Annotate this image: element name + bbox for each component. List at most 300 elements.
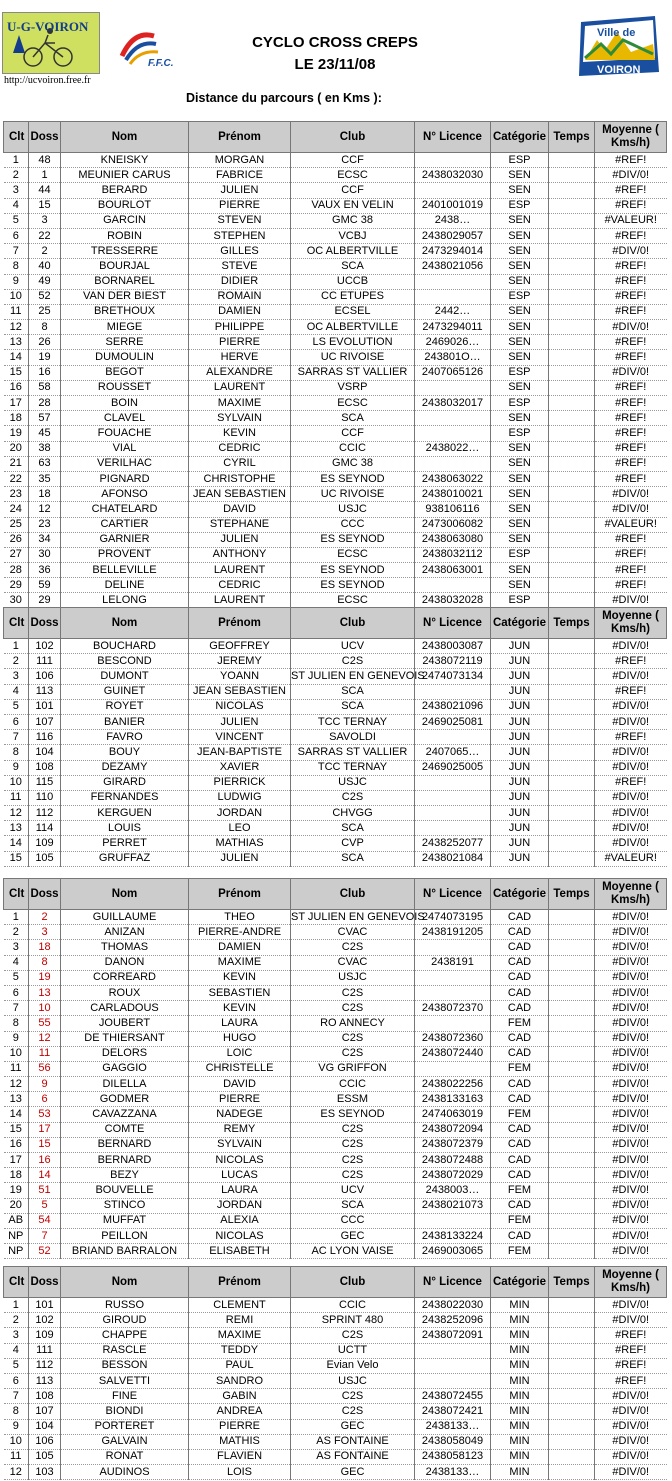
nom-cell: GODMER [61,1092,189,1107]
temps-cell [549,1153,595,1168]
prenom-cell: HERVE [189,350,291,365]
doss-cell: 17 [29,1122,61,1137]
prenom-cell: CEDRIC [189,578,291,593]
column-header-doss: Doss [29,1267,61,1298]
table-row [4,289,667,304]
moyenne-cell: #DIV/0! [595,1298,667,1313]
temps-cell [549,198,595,213]
prenom-cell: LEO [189,821,291,836]
categorie-cell: MIN [491,1328,549,1343]
licence-cell: 2438021096 [415,699,491,714]
nom-cell: MUFFAT [61,1213,189,1228]
club-cell: C2S [291,940,415,955]
prenom-cell: JULIEN [189,532,291,547]
prenom-cell: JULIEN [189,851,291,866]
club-cell: C2S [291,654,415,669]
column-header-prenom: Prénom [189,1267,291,1298]
temps-cell [549,1419,595,1434]
doss-cell: 18 [29,487,61,502]
prenom-cell: GEOFFREY [189,639,291,654]
categorie-cell: ESP [491,396,549,411]
club-cell: VAUX EN VELIN [291,198,415,213]
temps-cell [549,335,595,350]
prenom-cell: NADEGE [189,1107,291,1122]
doss-cell: 59 [29,578,61,593]
moyenne-cell: #DIV/0! [595,1031,667,1046]
table-row [4,745,667,760]
moyenne-cell: #DIV/0! [595,955,667,970]
column-header-temps: Temps [549,1267,595,1298]
licence-cell: 2438133163 [415,1092,491,1107]
temps-cell [549,1198,595,1213]
doss-cell: 2 [29,910,61,925]
club-cell: TCC TERNAY [291,714,415,729]
clt-cell: 20 [4,1198,29,1213]
temps-cell [549,1373,595,1388]
table-row [4,517,667,532]
clt-cell: 13 [4,335,29,350]
results-table [3,1266,667,1480]
nom-cell: JOUBERT [61,1016,189,1031]
categorie-cell: SEN [491,320,549,335]
clt-cell: 7 [4,1389,29,1404]
doss-cell: 107 [29,1404,61,1419]
table-row [4,1228,667,1243]
temps-cell [549,441,595,456]
doss-cell: 18 [29,940,61,955]
column-header-moyenne: Moyenne ( Kms/h) [595,608,667,639]
categorie-cell: JUN [491,790,549,805]
categorie-cell: SEN [491,487,549,502]
clt-cell: NP [4,1244,29,1259]
prenom-cell: HUGO [189,1031,291,1046]
prenom-cell: XAVIER [189,760,291,775]
table-row [4,1198,667,1213]
results-table-esp-sen [3,121,666,607]
moyenne-cell: #DIV/0! [595,1061,667,1076]
categorie-cell: ESP [491,547,549,562]
column-header-licence: N° Licence [415,608,491,639]
table-row [4,547,667,562]
table-header-row [4,879,667,910]
nom-cell: KERGUEN [61,806,189,821]
club-cell: USJC [291,1373,415,1388]
club-cell: Evian Velo [291,1358,415,1373]
nom-cell: DELORS [61,1046,189,1061]
moyenne-cell: #REF! [595,684,667,699]
table-row [4,396,667,411]
club-cell: OC ALBERTVILLE [291,244,415,259]
table-row [4,699,667,714]
prenom-cell: DIDIER [189,274,291,289]
categorie-cell: CAD [491,1168,549,1183]
club-cell: USJC [291,970,415,985]
table-row [4,790,667,805]
nom-cell: ANIZAN [61,925,189,940]
doss-cell: 14 [29,1168,61,1183]
column-header-nom: Nom [61,1267,189,1298]
categorie-cell: ESP [491,426,549,441]
categorie-cell: SEN [491,350,549,365]
table-row [4,806,667,821]
nom-cell: AUDINOS [61,1465,189,1480]
nom-cell: BEZY [61,1168,189,1183]
categorie-cell: MIN [491,1298,549,1313]
licence-cell [415,274,491,289]
doss-cell: 49 [29,274,61,289]
clt-cell: 13 [4,821,29,836]
table-row [4,1168,667,1183]
prenom-cell: LOIC [189,1046,291,1061]
temps-cell [549,1061,595,1076]
temps-cell [549,1343,595,1358]
nom-cell: LOUIS [61,821,189,836]
doss-cell: 101 [29,699,61,714]
club-cell: CCIC [291,1077,415,1092]
doss-cell: 29 [29,593,61,608]
column-header-clt: Clt [4,122,29,153]
moyenne-cell: #DIV/0! [595,1122,667,1137]
licence-cell [415,183,491,198]
doss-cell: 113 [29,684,61,699]
nom-cell: THOMAS [61,940,189,955]
clt-cell: 25 [4,517,29,532]
clt-cell: 24 [4,502,29,517]
moyenne-cell: #DIV/0! [595,1198,667,1213]
licence-cell [415,426,491,441]
doss-cell: 102 [29,1313,61,1328]
temps-cell [549,955,595,970]
nom-cell: FAVRO [61,730,189,745]
nom-cell: PROVENT [61,547,189,562]
moyenne-cell: #REF! [595,471,667,486]
prenom-cell: NICOLAS [189,1153,291,1168]
licence-cell [415,380,491,395]
moyenne-cell: #REF! [595,775,667,790]
table-row [4,940,667,955]
moyenne-cell: #DIV/0! [595,836,667,851]
prenom-cell: LAURA [189,1183,291,1198]
licence-cell [415,456,491,471]
temps-cell [549,1001,595,1016]
licence-cell: 2438022… [415,441,491,456]
licence-cell: 2438072455 [415,1389,491,1404]
table-row [4,335,667,350]
categorie-cell: CAD [491,1077,549,1092]
prenom-cell: FABRICE [189,168,291,183]
temps-cell [549,213,595,228]
nom-cell: BERNARD [61,1153,189,1168]
club-cell: C2S [291,1122,415,1137]
temps-cell [549,970,595,985]
clt-cell: 12 [4,320,29,335]
table-row [4,1061,667,1076]
temps-cell [549,806,595,821]
column-header-doss: Doss [29,608,61,639]
temps-cell [549,1046,595,1061]
prenom-cell: PIERRICK [189,775,291,790]
results-table-cad-fem [3,878,666,1257]
nom-cell: BESCOND [61,654,189,669]
clt-cell: 16 [4,380,29,395]
moyenne-cell: #DIV/0! [595,320,667,335]
table-row [4,970,667,985]
club-cell: C2S [291,985,415,1000]
prenom-cell: PIERRE-ANDRE [189,925,291,940]
moyenne-cell: #DIV/0! [595,1168,667,1183]
clt-cell: 29 [4,578,29,593]
nom-cell: BORNAREL [61,274,189,289]
doss-cell: 107 [29,714,61,729]
clt-cell: 4 [4,684,29,699]
nom-cell: DANON [61,955,189,970]
temps-cell [549,320,595,335]
doss-cell: 105 [29,851,61,866]
temps-cell [549,836,595,851]
licence-cell [415,1213,491,1228]
licence-cell [415,289,491,304]
table-header-row [4,1267,667,1298]
moyenne-cell: #DIV/0! [595,593,667,608]
table-row [4,1183,667,1198]
doss-cell: 103 [29,1465,61,1480]
doss-cell: 7 [29,1228,61,1243]
nom-cell: RUSSO [61,1298,189,1313]
moyenne-cell: #DIV/0! [595,244,667,259]
nom-cell: ROBIN [61,228,189,243]
doss-cell: 9 [29,1077,61,1092]
temps-cell [549,1183,595,1198]
licence-cell: 2438032030 [415,168,491,183]
clt-cell: 9 [4,760,29,775]
doss-cell: 114 [29,821,61,836]
doss-cell: 113 [29,1373,61,1388]
licence-cell [415,1373,491,1388]
temps-cell [549,1434,595,1449]
doss-cell: 51 [29,1183,61,1198]
nom-cell: BOURJAL [61,259,189,274]
clt-cell: 5 [4,1358,29,1373]
table-row [4,1137,667,1152]
club-cell: C2S [291,1153,415,1168]
clt-cell: 6 [4,714,29,729]
licence-cell: 2438003… [415,1183,491,1198]
club-cell: ST JULIEN EN GENEVOIS [291,669,415,684]
moyenne-cell: #DIV/0! [595,985,667,1000]
table-row [4,1298,667,1313]
clt-cell: 8 [4,259,29,274]
table-row [4,654,667,669]
moyenne-cell: #DIV/0! [595,639,667,654]
moyenne-cell: #REF! [595,1373,667,1388]
table-row [4,1031,667,1046]
club-cell: ES SEYNOD [291,471,415,486]
club-cell: CCIC [291,441,415,456]
clt-cell: 10 [4,775,29,790]
categorie-cell: CAD [491,940,549,955]
club-cell: GEC [291,1465,415,1480]
categorie-cell: JUN [491,851,549,866]
nom-cell: BANIER [61,714,189,729]
prenom-cell: STEVE [189,259,291,274]
categorie-cell: FEM [491,1061,549,1076]
column-header-prenom: Prénom [189,122,291,153]
doss-cell: 8 [29,955,61,970]
moyenne-cell: #DIV/0! [595,790,667,805]
categorie-cell: SEN [491,168,549,183]
results-table-jun [3,607,666,865]
licence-cell: 2469025005 [415,760,491,775]
club-cell: C2S [291,1001,415,1016]
prenom-cell: THEO [189,910,291,925]
categorie-cell: MIN [491,1389,549,1404]
club-cell: CVAC [291,925,415,940]
nom-cell: GIROUD [61,1313,189,1328]
categorie-cell: SEN [491,244,549,259]
categorie-cell: FEM [491,1244,549,1259]
column-header-categorie: Catégorie [491,879,549,910]
clt-cell: AB [4,1213,29,1228]
club-cell: ECSC [291,547,415,562]
club-cell: UCTT [291,1343,415,1358]
prenom-cell: LAURENT [189,380,291,395]
categorie-cell: SEN [491,274,549,289]
club-cell: CCF [291,426,415,441]
nom-cell: AFONSO [61,487,189,502]
clt-cell: 15 [4,365,29,380]
ville-text: Ville de [597,27,636,39]
licence-cell: 2473294011 [415,320,491,335]
prenom-cell: JULIEN [189,714,291,729]
prenom-cell: LUCAS [189,1168,291,1183]
categorie-cell: SEN [491,563,549,578]
club-cell: GEC [291,1228,415,1243]
prenom-cell: JEAN-BAPTISTE [189,745,291,760]
categorie-cell: JUN [491,775,549,790]
prenom-cell: REMI [189,1313,291,1328]
club-cell: CCF [291,183,415,198]
nom-cell: GIRARD [61,775,189,790]
column-header-categorie: Catégorie [491,1267,549,1298]
table-row [4,228,667,243]
ffc-logo [114,26,188,76]
prenom-cell: LUDWIG [189,790,291,805]
prenom-cell: ANTHONY [189,547,291,562]
nom-cell: VIAL [61,441,189,456]
table-row [4,380,667,395]
moyenne-cell: #REF! [595,654,667,669]
categorie-cell: MIN [491,1358,549,1373]
nom-cell: DE THIERSANT [61,1031,189,1046]
clt-cell: 2 [4,1313,29,1328]
temps-cell [549,471,595,486]
clt-cell: 18 [4,1168,29,1183]
temps-cell [549,456,595,471]
licence-cell: 2474073195 [415,910,491,925]
temps-cell [549,1092,595,1107]
club-cell: C2S [291,1031,415,1046]
table-row [4,730,667,745]
categorie-cell: JUN [491,669,549,684]
prenom-cell: CYRIL [189,456,291,471]
categorie-cell: ESP [491,289,549,304]
nom-cell: VERILHAC [61,456,189,471]
website-url[interactable]: http://ucvoiron.free.fr [4,75,91,86]
prenom-cell: ANDREA [189,1404,291,1419]
categorie-cell: JUN [491,639,549,654]
distance-label: Distance du parcours ( en Kms ): [186,91,382,105]
nom-cell: GARCIN [61,213,189,228]
licence-cell: 2469026… [415,335,491,350]
nom-cell: MIEGE [61,320,189,335]
licence-cell [415,684,491,699]
table-row [4,487,667,502]
prenom-cell: DAMIEN [189,940,291,955]
nom-cell: TRESSERRE [61,244,189,259]
prenom-cell: KEVIN [189,1001,291,1016]
categorie-cell: CAD [491,970,549,985]
doss-cell: 104 [29,1419,61,1434]
clt-cell: 7 [4,244,29,259]
doss-cell: 52 [29,289,61,304]
prenom-cell: JORDAN [189,806,291,821]
prenom-cell: MAXIME [189,1328,291,1343]
temps-cell [549,1465,595,1480]
clt-cell: 1 [4,153,29,168]
doss-cell: 63 [29,456,61,471]
table-row [4,1001,667,1016]
clt-cell: 11 [4,790,29,805]
nom-cell: DILELLA [61,1077,189,1092]
prenom-cell: STEPHEN [189,228,291,243]
licence-cell: 2438058049 [415,1434,491,1449]
club-cell: CVP [291,836,415,851]
table-row [4,304,667,319]
page-title: CYCLO CROSS CREPS [252,34,418,51]
doss-cell: 109 [29,836,61,851]
doss-cell: 106 [29,1434,61,1449]
licence-cell: 2438063022 [415,471,491,486]
column-header-temps: Temps [549,122,595,153]
results-table [3,121,667,609]
prenom-cell: NICOLAS [189,699,291,714]
doss-cell: 102 [29,639,61,654]
licence-cell: 2469025081 [415,714,491,729]
clt-cell: 6 [4,228,29,243]
licence-cell: 2438072360 [415,1031,491,1046]
table-row [4,168,667,183]
table-row [4,1465,667,1480]
moyenne-cell: #DIV/0! [595,1213,667,1228]
temps-cell [549,547,595,562]
prenom-cell: MAXIME [189,396,291,411]
clt-cell: 27 [4,547,29,562]
clt-cell: 6 [4,1373,29,1388]
table-row [4,1213,667,1228]
table-row [4,1449,667,1464]
doss-cell: 30 [29,547,61,562]
licence-cell: 2438022256 [415,1077,491,1092]
doss-cell: 13 [29,985,61,1000]
table-row [4,259,667,274]
clt-cell: 9 [4,1031,29,1046]
doss-cell: 6 [29,1092,61,1107]
prenom-cell: DAMIEN [189,304,291,319]
club-cell: C2S [291,1137,415,1152]
categorie-cell: CAD [491,1198,549,1213]
club-cell: SCA [291,821,415,836]
table-row [4,669,667,684]
